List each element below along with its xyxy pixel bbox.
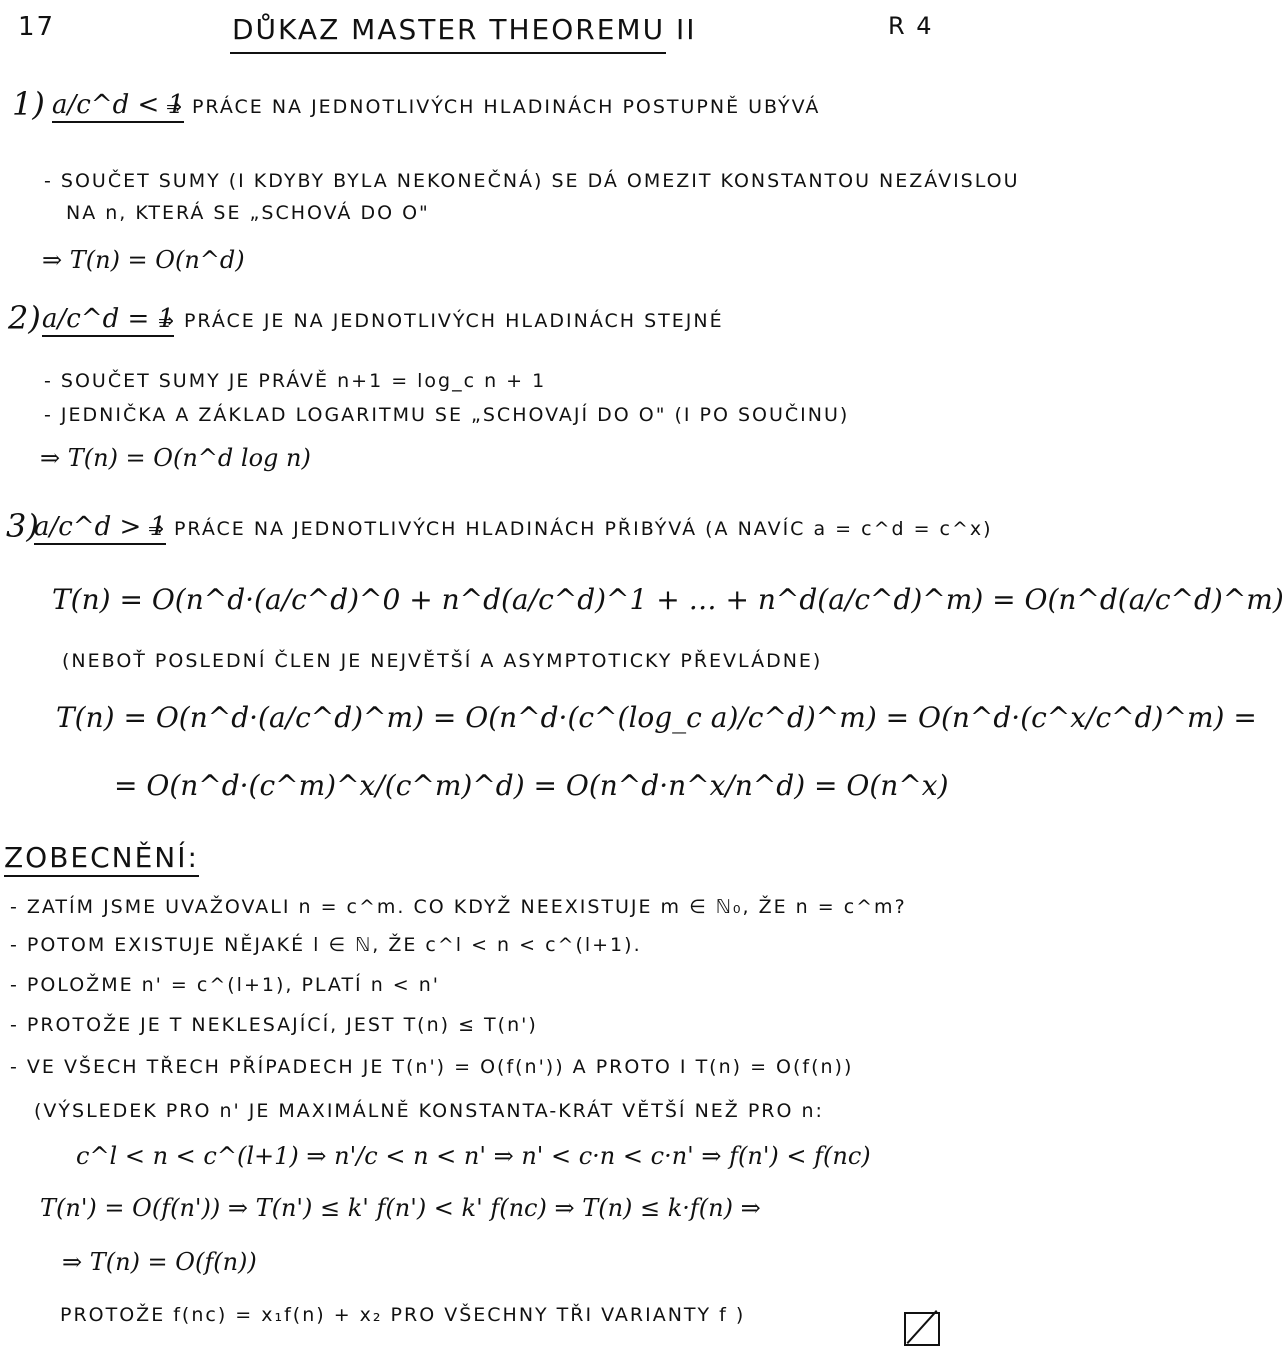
case-2-bullet: - JEDNIČKA A ZÁKLAD LOGARITMU SE „SCHOVAJÍ DO O" (I PO SOUČINU) (44, 404, 850, 426)
corner-label: R 4 (888, 12, 934, 40)
general-line: - PROTOŽE JE T NEKLESAJÍCÍ, JEST T(n) ≤ T(n') (10, 1014, 538, 1036)
page-title: DŮKAZ MASTER THEOREMU II (232, 13, 697, 46)
case-3-condition: a/c^d > 1 (34, 514, 166, 545)
case-3-equation: T(n) = O(n^d·(a/c^d)^0 + n^d(a/c^d)^1 + … + n^d(a/c^d)^m) = O(n^d(a/c^d)^m) (52, 583, 1284, 616)
case-1-bullet: NA n, KTERÁ SE „SCHOVÁ DO O" (66, 202, 430, 224)
case-3-equation: = O(n^d·(c^m)^x/(c^m)^d) = O(n^d·n^x/n^d) = O(n^x) (114, 769, 949, 802)
general-line: (VÝSLEDEK PRO n' JE MAXIMÁLNĚ KONSTANTA-KRÁT VĚTŠÍ NEŽ PRO n: (34, 1100, 824, 1122)
case-3-equation: T(n) = O(n^d·(a/c^d)^m) = O(n^d·(c^(log_c a)/c^d)^m) = O(n^d·(c^x/c^d)^m) = (56, 701, 1257, 734)
case-3-arrow-text: ⇒ PRÁCE NA JEDNOTLIVÝCH HLADINÁCH PŘIBÝVÁ (A NAVÍC a = c^d = c^x) (148, 518, 993, 540)
page-number: 17 (18, 12, 56, 42)
case-1-bullet: - SOUČET SUMY (I KDYBY BYLA NEKONEČNÁ) SE DÁ OMEZIT KONSTANTOU NEZÁVISLOU (44, 170, 1020, 192)
case-2-conclusion: ⇒ T(n) = O(n^d log n) (40, 444, 311, 472)
general-line: T(n') = O(f(n')) ⇒ T(n') ≤ k' f(n') < k' f(nc) ⇒ T(n) ≤ k·f(n) ⇒ (40, 1194, 761, 1222)
case-3-number: 3) (6, 507, 39, 545)
general-heading: ZOBECNĚNÍ: (4, 844, 199, 877)
general-line: - VE VŠECH TŘECH PŘÍPADECH JE T(n') = O(f(n')) A PROTO I T(n) = O(f(n)) (10, 1056, 854, 1078)
case-2-number: 2) (8, 299, 41, 337)
case-1-condition: a/c^d < 1 (52, 92, 184, 123)
case-2-bullet: - SOUČET SUMY JE PRÁVĚ n+1 = log_c n + 1 (44, 370, 547, 392)
case-2-condition: a/c^d = 1 (42, 306, 174, 337)
case-1-conclusion: ⇒ T(n) = O(n^d) (42, 246, 245, 274)
general-line: - ZATÍM JSME UVAŽOVALI n = c^m. CO KDYŽ NEEXISTUJE m ∈ ℕ₀, ŽE n = c^m? (10, 896, 907, 918)
general-line: - POTOM EXISTUJE NĚJAKÉ l ∈ ℕ, ŽE c^l < n < c^(l+1). (10, 934, 642, 956)
general-line: c^l < n < c^(l+1) ⇒ n'/c < n < n' ⇒ n' < c·n < c·n' ⇒ f(n') < f(nc) (76, 1142, 871, 1170)
case-3-note: (NEBOŤ POSLEDNÍ ČLEN JE NEJVĚTŠÍ A ASYMPTOTICKY PŘEVLÁDNE) (62, 650, 823, 672)
case-1-arrow-text: ⇒ PRÁCE NA JEDNOTLIVÝCH HLADINÁCH POSTUPNĚ UBÝVÁ (166, 96, 821, 118)
general-line: PROTOŽE f(nc) = x₁f(n) + x₂ PRO VŠECHNY TŘI VARIANTY f ) (60, 1304, 746, 1326)
case-1-number: 1) (12, 85, 45, 123)
title-underline (230, 52, 666, 54)
case-2-arrow-text: ⇒ PRÁCE JE NA JEDNOTLIVÝCH HLADINÁCH STEJNÉ (158, 310, 724, 332)
general-line: ⇒ T(n) = O(f(n)) (62, 1248, 257, 1276)
general-line: - POLOŽME n' = c^(l+1), PLATÍ n < n' (10, 974, 441, 996)
